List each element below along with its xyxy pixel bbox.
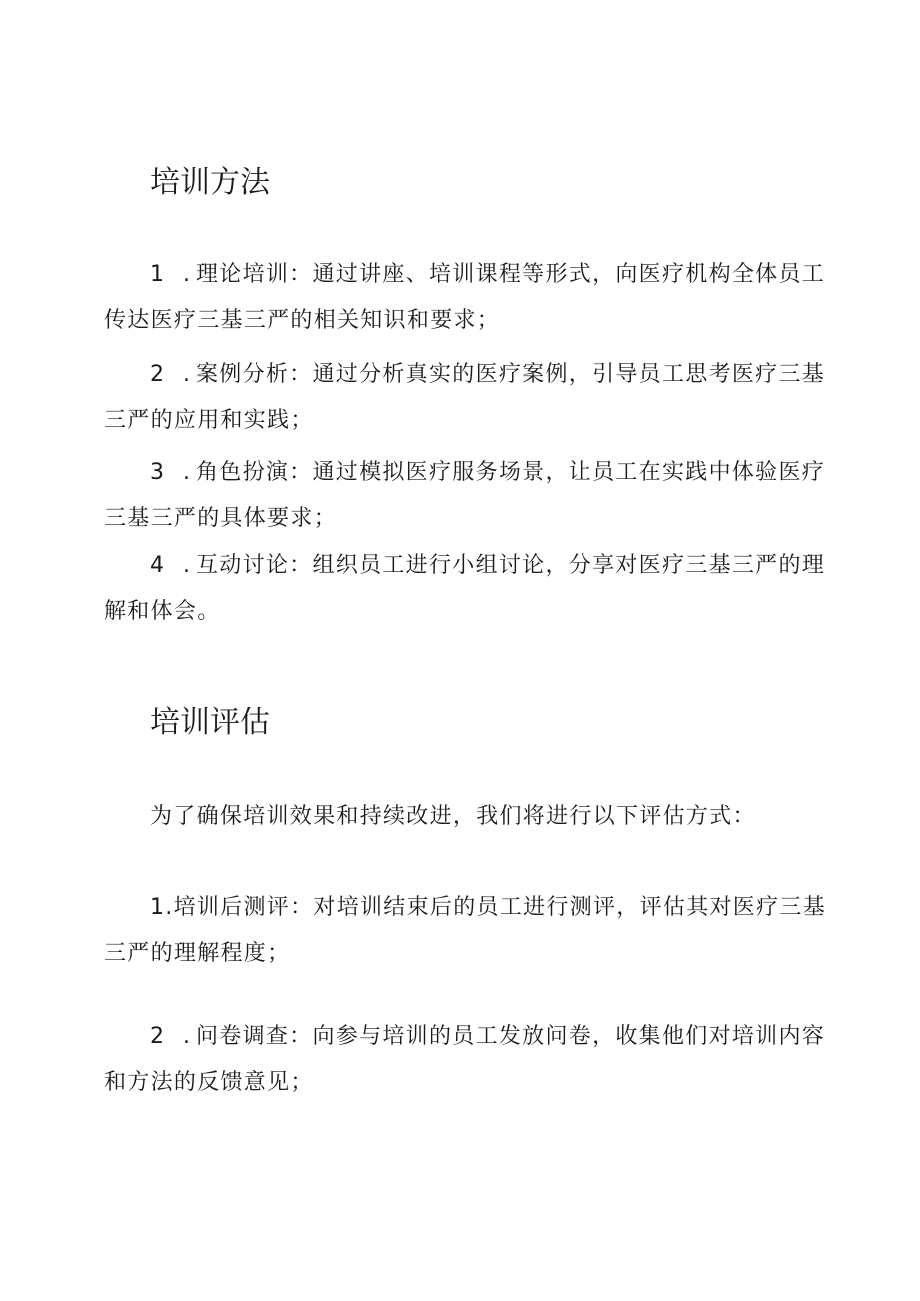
list-item-method-2 [104,352,826,444]
list-item-text: 角色扮演：通过模拟医疗服务场景，让员工在实践中体验医疗三基三严的具体要求； [104,460,826,531]
list-item-number: 4 . [150,553,196,578]
list-item-evaluation-2 [104,1014,826,1106]
list-item-text: 理论培训：通过讲座、培训课程等形式，向医疗机构全体员工传达医疗三基三严的相关知识和要求； [104,262,826,333]
list-item-text: 问卷调查：向参与培训的员工发放问卷，收集他们对培训内容和方法的反馈意见； [104,1024,826,1095]
list-item-text: 培训后测评：对培训结束后的员工进行测评，评估其对医疗三基三严的理解程度； [104,895,826,966]
list-item-number: 2 . [150,362,196,387]
list-item-number: 2 . [150,1024,196,1049]
list-item-evaluation-1 [104,885,826,977]
section-heading-training-evaluation: 培训评估 [150,705,270,740]
list-item-text: 案例分析：通过分析真实的医疗案例，引导员工思考医疗三基三严的应用和实践； [104,362,826,433]
list-item-number: 3 . [150,460,196,485]
list-item-method-3 [104,450,826,542]
list-item-method-4 [104,543,826,635]
section-heading-training-methods: 培训方法 [150,165,270,200]
list-item-method-1 [104,252,826,344]
list-item-number: 1 . [150,262,196,287]
list-item-number: 1. [150,895,174,920]
list-item-text: 互动讨论：组织员工进行小组讨论，分享对医疗三基三严的理解和体会。 [104,553,826,624]
evaluation-intro: 为了确保培训效果和持续改进，我们将进行以下评估方式： [150,804,756,829]
